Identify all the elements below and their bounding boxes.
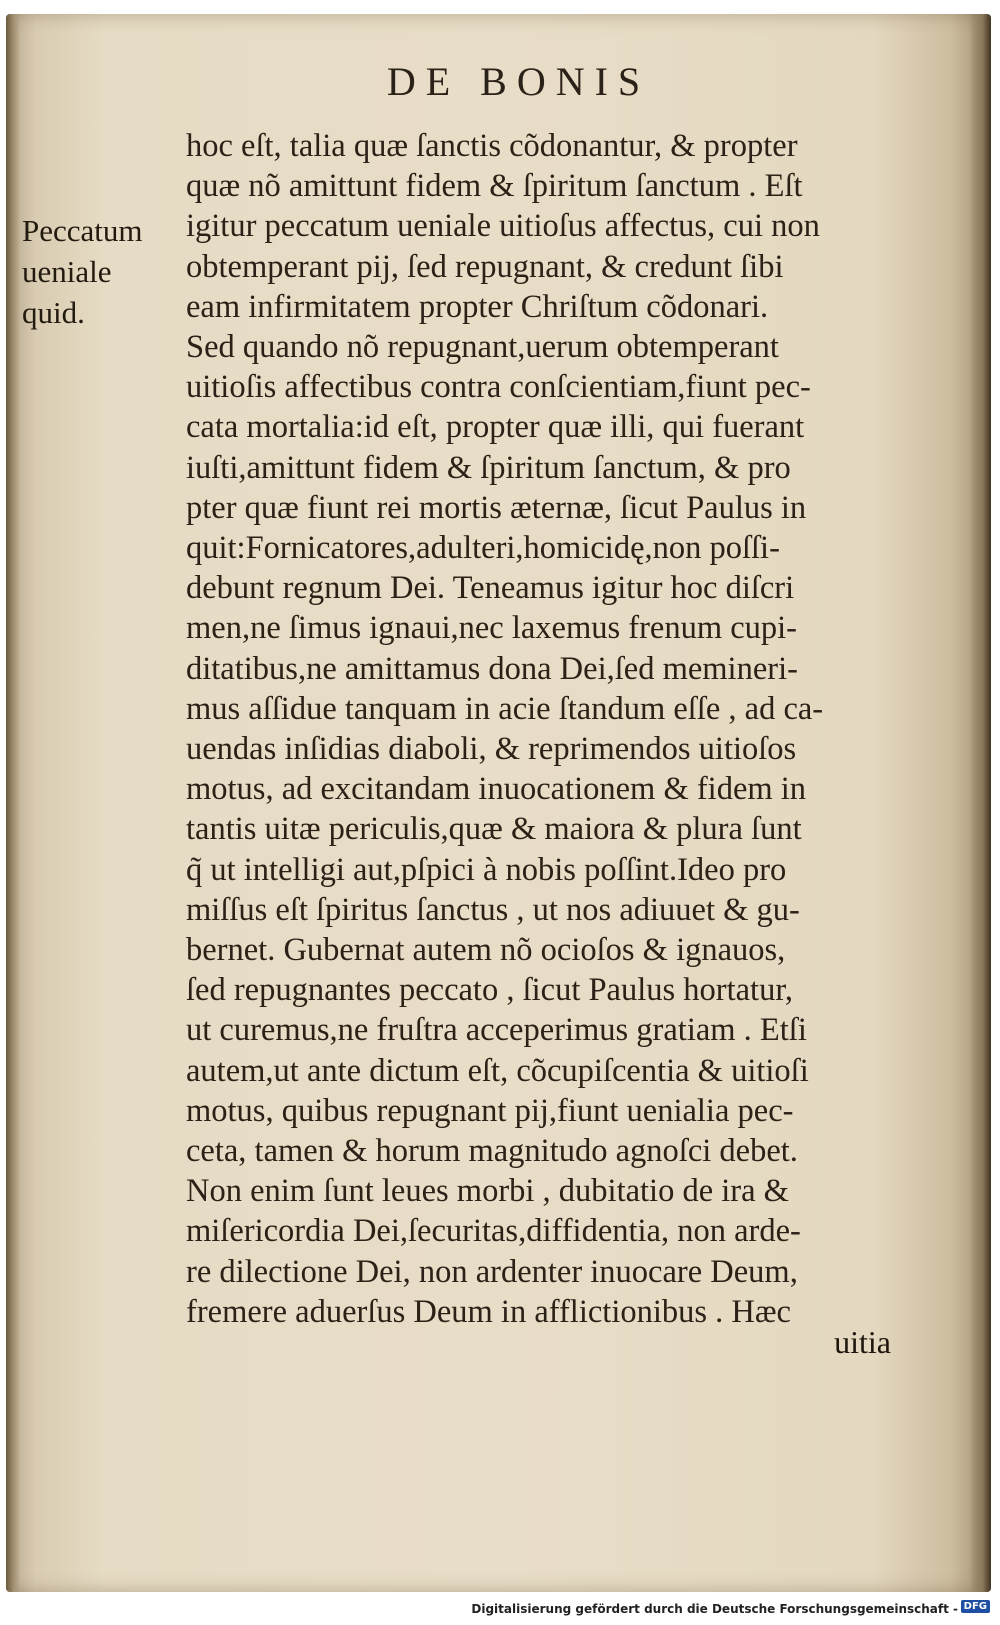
text-line: quit:Fornicatores,adulteri,homicidę,non poſſi- [186, 530, 780, 567]
text-line: tantis uitæ periculis,quæ & maiora & plura ſunt [186, 811, 802, 848]
text-line: motus, ad excitandam inuocationem & fidem in [186, 771, 807, 808]
text-line: eam infirmitatem propter Chriſtum cõdonari. [186, 288, 769, 325]
text-line: ditatibus,ne amittamus dona Dei,ſed memineri- [186, 650, 798, 687]
text-line: miſericordia Dei,ſecuritas,diffidentia, non arde- [186, 1213, 801, 1250]
text-line: pter quæ fiunt rei mortis æternæ, ſicut Paulus in [186, 489, 807, 526]
margin-note-line: quid. [22, 295, 85, 330]
text-line: q̃ ut intelligi aut,pſpici à nobis poſſint.Ideo pro [186, 851, 787, 888]
text-line: quæ nõ amittunt fidem & ſpiritum ſanctum . Eſt [186, 168, 803, 205]
text-line: men,ne ſimus ignaui,nec laxemus frenum cupi- [186, 610, 798, 647]
page-gutter-shadow [6, 14, 20, 1592]
text-line: Non enim ſunt leues morbi , dubitatio de ira & [186, 1173, 789, 1210]
text-line: uitioſis affectibus contra conſcientiam,fiunt pec- [186, 369, 811, 406]
text-line: obtemperant pij, ſed repugnant, & credunt ſibi [186, 248, 784, 285]
text-line: ceta, tamen & horum magnitudo agnoſci debet. [186, 1133, 798, 1170]
digitization-credit: Digitalisierung gefördert durch die Deutsche Forschungsgemeinschaft - [471, 1602, 958, 1616]
margin-note-line: Peccatum [22, 213, 143, 248]
text-line: hoc eſt, talia quæ ſanctis cõdonantur, & propter [186, 128, 798, 164]
text-line: ut curemus,ne fruſtra acceperimus gratiam . Etſi [186, 1012, 807, 1049]
dfg-logo: DFG [961, 1600, 990, 1613]
text-line: iuſti,amittunt fidem & ſpiritum ſanctum, & pro [186, 449, 791, 486]
text-line: uendas inſidias diaboli, & reprimendos uitioſos [186, 731, 797, 768]
margin-note [22, 210, 182, 333]
text-line: re dilectione Dei, non ardenter inuocare Deum, [186, 1253, 798, 1290]
body-text [186, 126, 916, 1332]
text-line: bernet. Gubernat autem nõ ocioſos & ignauos, [186, 932, 786, 969]
text-line: miſſus eſt ſpiritus ſanctus , ut nos adiuuet & gu- [186, 891, 800, 928]
page-edge-shadow [969, 14, 991, 1592]
text-line: igitur peccatum ueniale uitioſus affectus, cui non [186, 208, 820, 245]
book-page [6, 14, 991, 1592]
text-line: motus, quibus repugnant pij,fiunt uenialia pec- [186, 1092, 794, 1129]
margin-note-line: ueniale [22, 254, 112, 289]
text-line: debunt regnum Dei. Teneamus igitur hoc diſcri [186, 570, 795, 607]
text-line: Sed quando nõ repugnant,uerum obtemperant [186, 329, 779, 366]
catchword: uitia [834, 1324, 891, 1360]
text-line: cata mortalia:id eſt, propter quæ illi, qui fuerant [186, 409, 805, 446]
text-line: fremere aduerſus Deum in afflictionibus . Hæc [186, 1293, 791, 1330]
text-line: mus aſſidue tanquam in acie ſtandum eſſe , ad ca- [186, 690, 824, 727]
running-head: DE BONIS [386, 59, 651, 104]
text-line: autem,ut ante dictum eſt, cõcupiſcentia & uitioſi [186, 1052, 809, 1089]
text-line: ſed repugnantes peccato , ſicut Paulus hortatur, [186, 972, 793, 1009]
